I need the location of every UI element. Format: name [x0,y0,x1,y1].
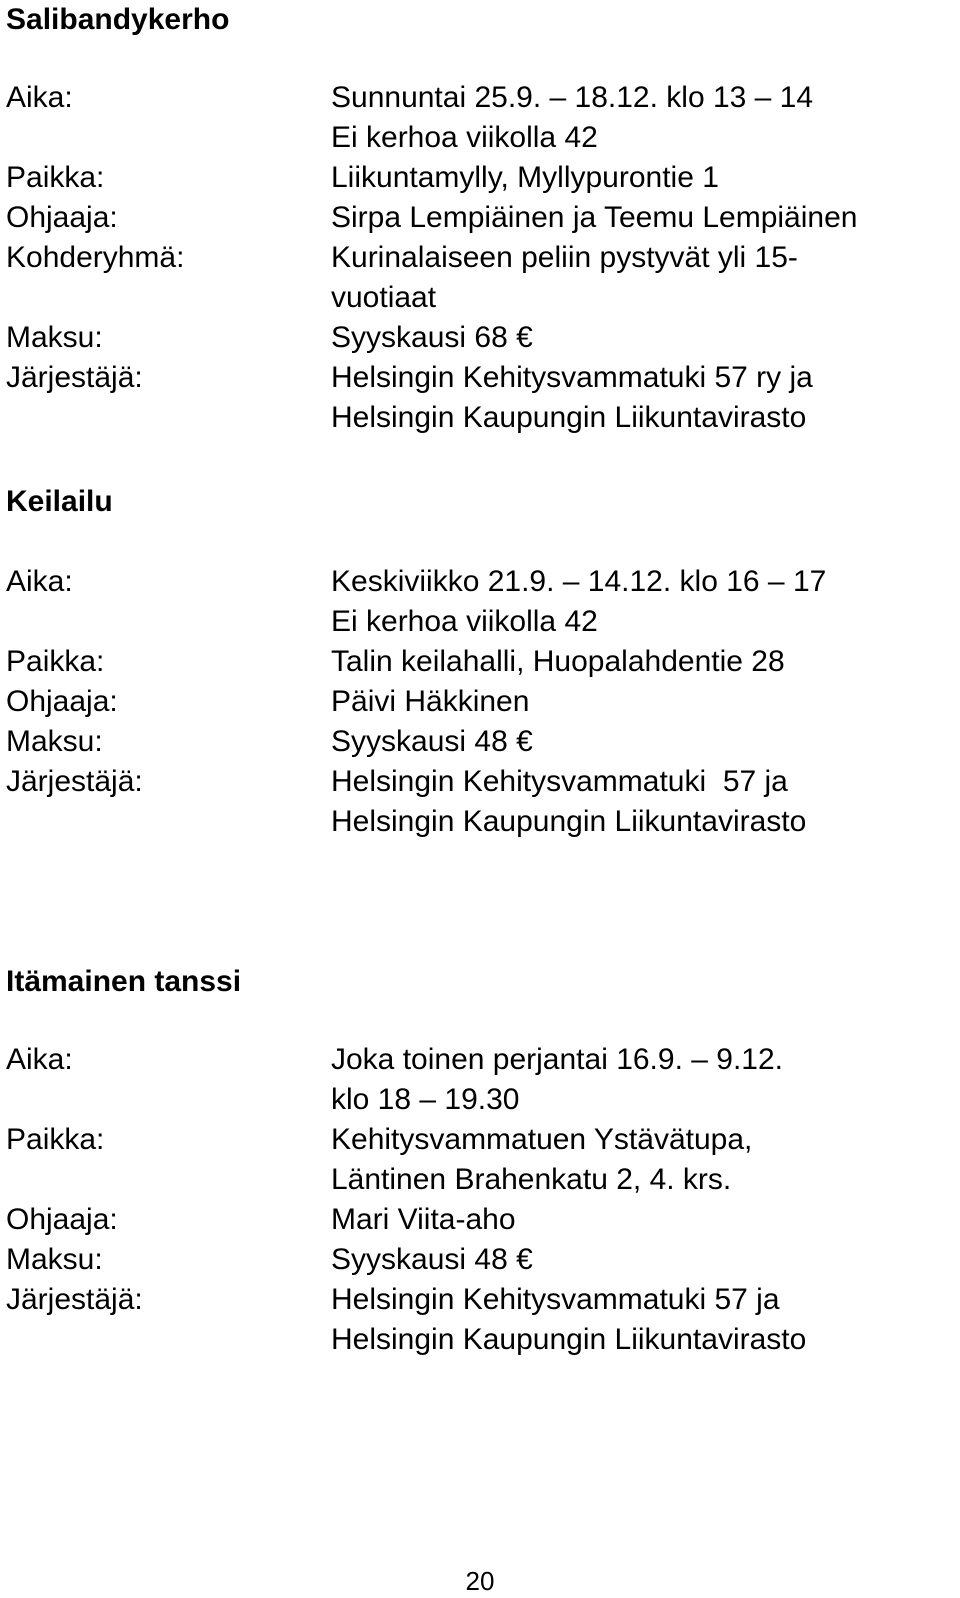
label-kohderyhma: Kohderyhmä: [6,241,185,274]
label-ohjaaja: Ohjaaja: [6,685,118,718]
label-maksu: Maksu: [6,321,103,354]
value-ohjaaja: Päivi Häkkinen [331,685,530,718]
value-ohjaaja: Mari Viita-aho [331,1203,516,1236]
value-aika-cont: Ei kerhoa viikolla 42 [331,121,598,154]
section-title: Salibandykerho [6,3,230,36]
value-kohderyhma: Kurinalaiseen peliin pystyvät yli 15- [331,241,798,274]
value-aika: Sunnuntai 25.9. – 18.12. klo 13 – 14 [331,81,814,114]
label-ohjaaja: Ohjaaja: [6,201,118,234]
value-maksu: Syyskausi 48 € [331,725,533,758]
value-paikka: Liikuntamylly, Myllypurontie 1 [331,161,719,194]
label-maksu: Maksu: [6,725,103,758]
section-title: Keilailu [6,485,113,518]
label-aika: Aika: [6,1043,73,1076]
label-ohjaaja: Ohjaaja: [6,1203,118,1236]
value-ohjaaja: Sirpa Lempiäinen ja Teemu Lempiäinen [331,201,858,234]
value-jarjestaja: Helsingin Kehitysvammatuki 57 ry ja [331,361,813,394]
value-jarjestaja: Helsingin Kehitysvammatuki 57 ja [331,765,788,798]
section-title: Itämainen tanssi [6,965,242,998]
label-paikka: Paikka: [6,645,105,678]
value-maksu: Syyskausi 68 € [331,321,533,354]
value-aika: Joka toinen perjantai 16.9. – 9.12. [331,1043,783,1076]
value-jarjestaja: Helsingin Kehitysvammatuki 57 ja [331,1283,780,1316]
label-aika: Aika: [6,81,73,114]
value-jarjestaja-cont: Helsingin Kaupungin Liikuntavirasto [331,1323,807,1356]
value-aika-cont: Ei kerhoa viikolla 42 [331,605,598,638]
page-number: 20 [465,1566,495,1596]
label-maksu: Maksu: [6,1243,103,1276]
label-jarjestaja: Järjestäjä: [6,361,143,394]
label-paikka: Paikka: [6,161,105,194]
label-aika: Aika: [6,565,73,598]
label-jarjestaja: Järjestäjä: [6,1283,143,1316]
value-aika: Keskiviikko 21.9. – 14.12. klo 16 – 17 [331,565,827,598]
value-paikka: Kehitysvammatuen Ystävätupa, [331,1123,753,1156]
value-paikka: Talin keilahalli, Huopalahdentie 28 [331,645,785,678]
value-kohderyhma-cont: vuotiaat [331,281,437,314]
value-jarjestaja-cont: Helsingin Kaupungin Liikuntavirasto [331,401,807,434]
value-paikka-cont: Läntinen Brahenkatu 2, 4. krs. [331,1163,732,1196]
value-aika-cont: klo 18 – 19.30 [331,1083,520,1116]
label-jarjestaja: Järjestäjä: [6,765,143,798]
label-paikka: Paikka: [6,1123,105,1156]
value-jarjestaja-cont: Helsingin Kaupungin Liikuntavirasto [331,805,807,838]
value-maksu: Syyskausi 48 € [331,1243,533,1276]
